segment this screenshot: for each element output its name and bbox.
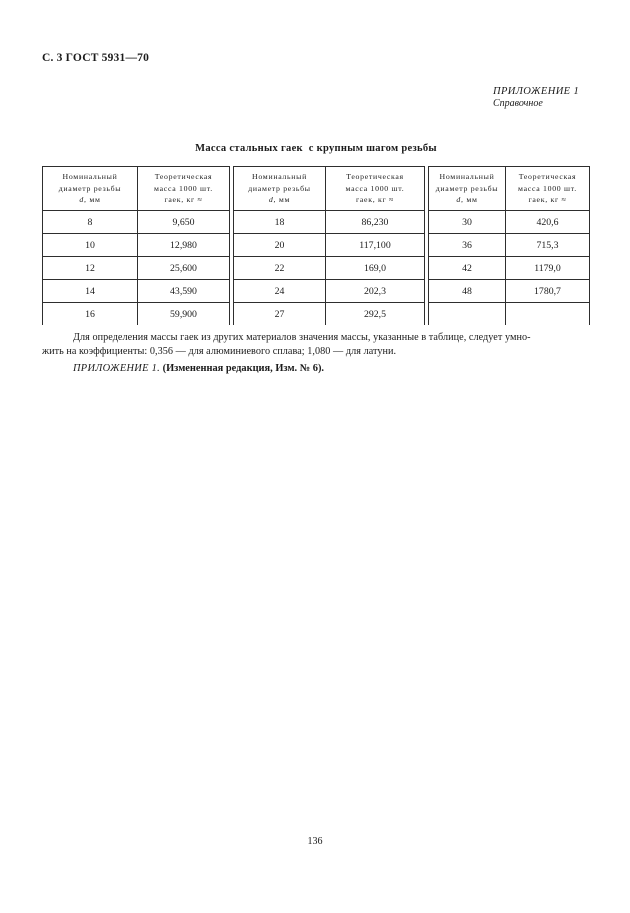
mass-cell: 715,3 xyxy=(506,234,590,257)
table-title: Масса стальных гаек с крупным шагом резьбы xyxy=(195,143,437,154)
appendix-revision-text: (Измененная редакция, Изм. № 6). xyxy=(162,363,325,374)
table-row xyxy=(43,280,230,303)
appendix-revision-label: ПРИЛОЖЕНИЕ 1. xyxy=(73,363,161,374)
mass-cell: 117,100 xyxy=(326,234,425,257)
table-row xyxy=(234,303,425,326)
mass-cell: 292,5 xyxy=(326,303,425,326)
diameter-cell: 27 xyxy=(234,303,326,326)
mass-cell: 86,230 xyxy=(326,211,425,234)
diameter-cell: 24 xyxy=(234,280,326,303)
diameter-cell: 8 xyxy=(43,211,138,234)
diameter-cell: 18 xyxy=(234,211,326,234)
table-row xyxy=(43,211,230,234)
diameter-cell: 20 xyxy=(234,234,326,257)
col-header-mass: Теоретическая масса 1000 шт. гаек, кг ≈ xyxy=(506,167,590,211)
table-row xyxy=(429,211,590,234)
appendix-title: ПРИЛОЖЕНИЕ 1 xyxy=(493,86,580,97)
mass-cell: 420,6 xyxy=(506,211,590,234)
table-row xyxy=(234,234,425,257)
mass-cell: 12,980 xyxy=(138,234,230,257)
table-group-1 xyxy=(42,166,230,325)
table-header-row xyxy=(234,167,425,211)
mass-cell: 169,0 xyxy=(326,257,425,280)
appendix-subtitle: Справочное xyxy=(493,98,543,110)
table-row xyxy=(429,234,590,257)
table-header-row xyxy=(429,167,590,211)
table-row xyxy=(429,257,590,280)
table-row xyxy=(234,280,425,303)
table-row xyxy=(43,234,230,257)
nut-mass-table xyxy=(42,166,590,325)
diameter-cell: 12 xyxy=(43,257,138,280)
mass-cell: 1179,0 xyxy=(506,257,590,280)
mass-cell: 202,3 xyxy=(326,280,425,303)
mass-cell xyxy=(506,303,590,326)
mass-cell: 25,600 xyxy=(138,257,230,280)
mass-cell: 59,900 xyxy=(138,303,230,326)
col-header-mass: Теоретическая масса 1000 шт. гаек, кг ≈ xyxy=(326,167,425,211)
table-row xyxy=(234,211,425,234)
page-header: С. 3 ГОСТ 5931—70 xyxy=(42,52,150,64)
diameter-cell: 14 xyxy=(43,280,138,303)
table-header-row xyxy=(43,167,230,211)
mass-cell: 43,590 xyxy=(138,280,230,303)
diameter-cell: 42 xyxy=(429,257,506,280)
table-group-3 xyxy=(428,166,590,325)
col-header-diameter: Номинальный диаметр резьбы d, мм xyxy=(43,167,138,211)
diameter-cell xyxy=(429,303,506,326)
diameter-cell: 36 xyxy=(429,234,506,257)
table-row xyxy=(429,303,590,326)
col-header-mass: Теоретическая масса 1000 шт. гаек, кг ≈ xyxy=(138,167,230,211)
diameter-cell: 16 xyxy=(43,303,138,326)
col-header-diameter: Номинальный диаметр резьбы d, мм xyxy=(429,167,506,211)
table-row xyxy=(43,257,230,280)
diameter-cell: 48 xyxy=(429,280,506,303)
mass-cell: 1780,7 xyxy=(506,280,590,303)
diameter-cell: 22 xyxy=(234,257,326,280)
table-group-2 xyxy=(233,166,425,325)
page-number: 136 xyxy=(307,836,323,847)
note-paragraph xyxy=(42,331,590,359)
diameter-cell: 30 xyxy=(429,211,506,234)
table-row xyxy=(43,303,230,326)
diameter-cell: 10 xyxy=(43,234,138,257)
table-row xyxy=(234,257,425,280)
appendix-heading xyxy=(493,85,579,111)
col-header-diameter: Номинальный диаметр резьбы d, мм xyxy=(234,167,326,211)
note-line: Для определения массы гаек из других материалов значения массы, указанные в таблице, следует умно- xyxy=(73,332,531,343)
appendix-revision-note xyxy=(73,363,324,374)
note-line: жить на коэффициенты: 0,356 — для алюминиевого сплава; 1,080 — для латуни. xyxy=(42,345,397,357)
table-row xyxy=(429,280,590,303)
mass-cell: 9,650 xyxy=(138,211,230,234)
